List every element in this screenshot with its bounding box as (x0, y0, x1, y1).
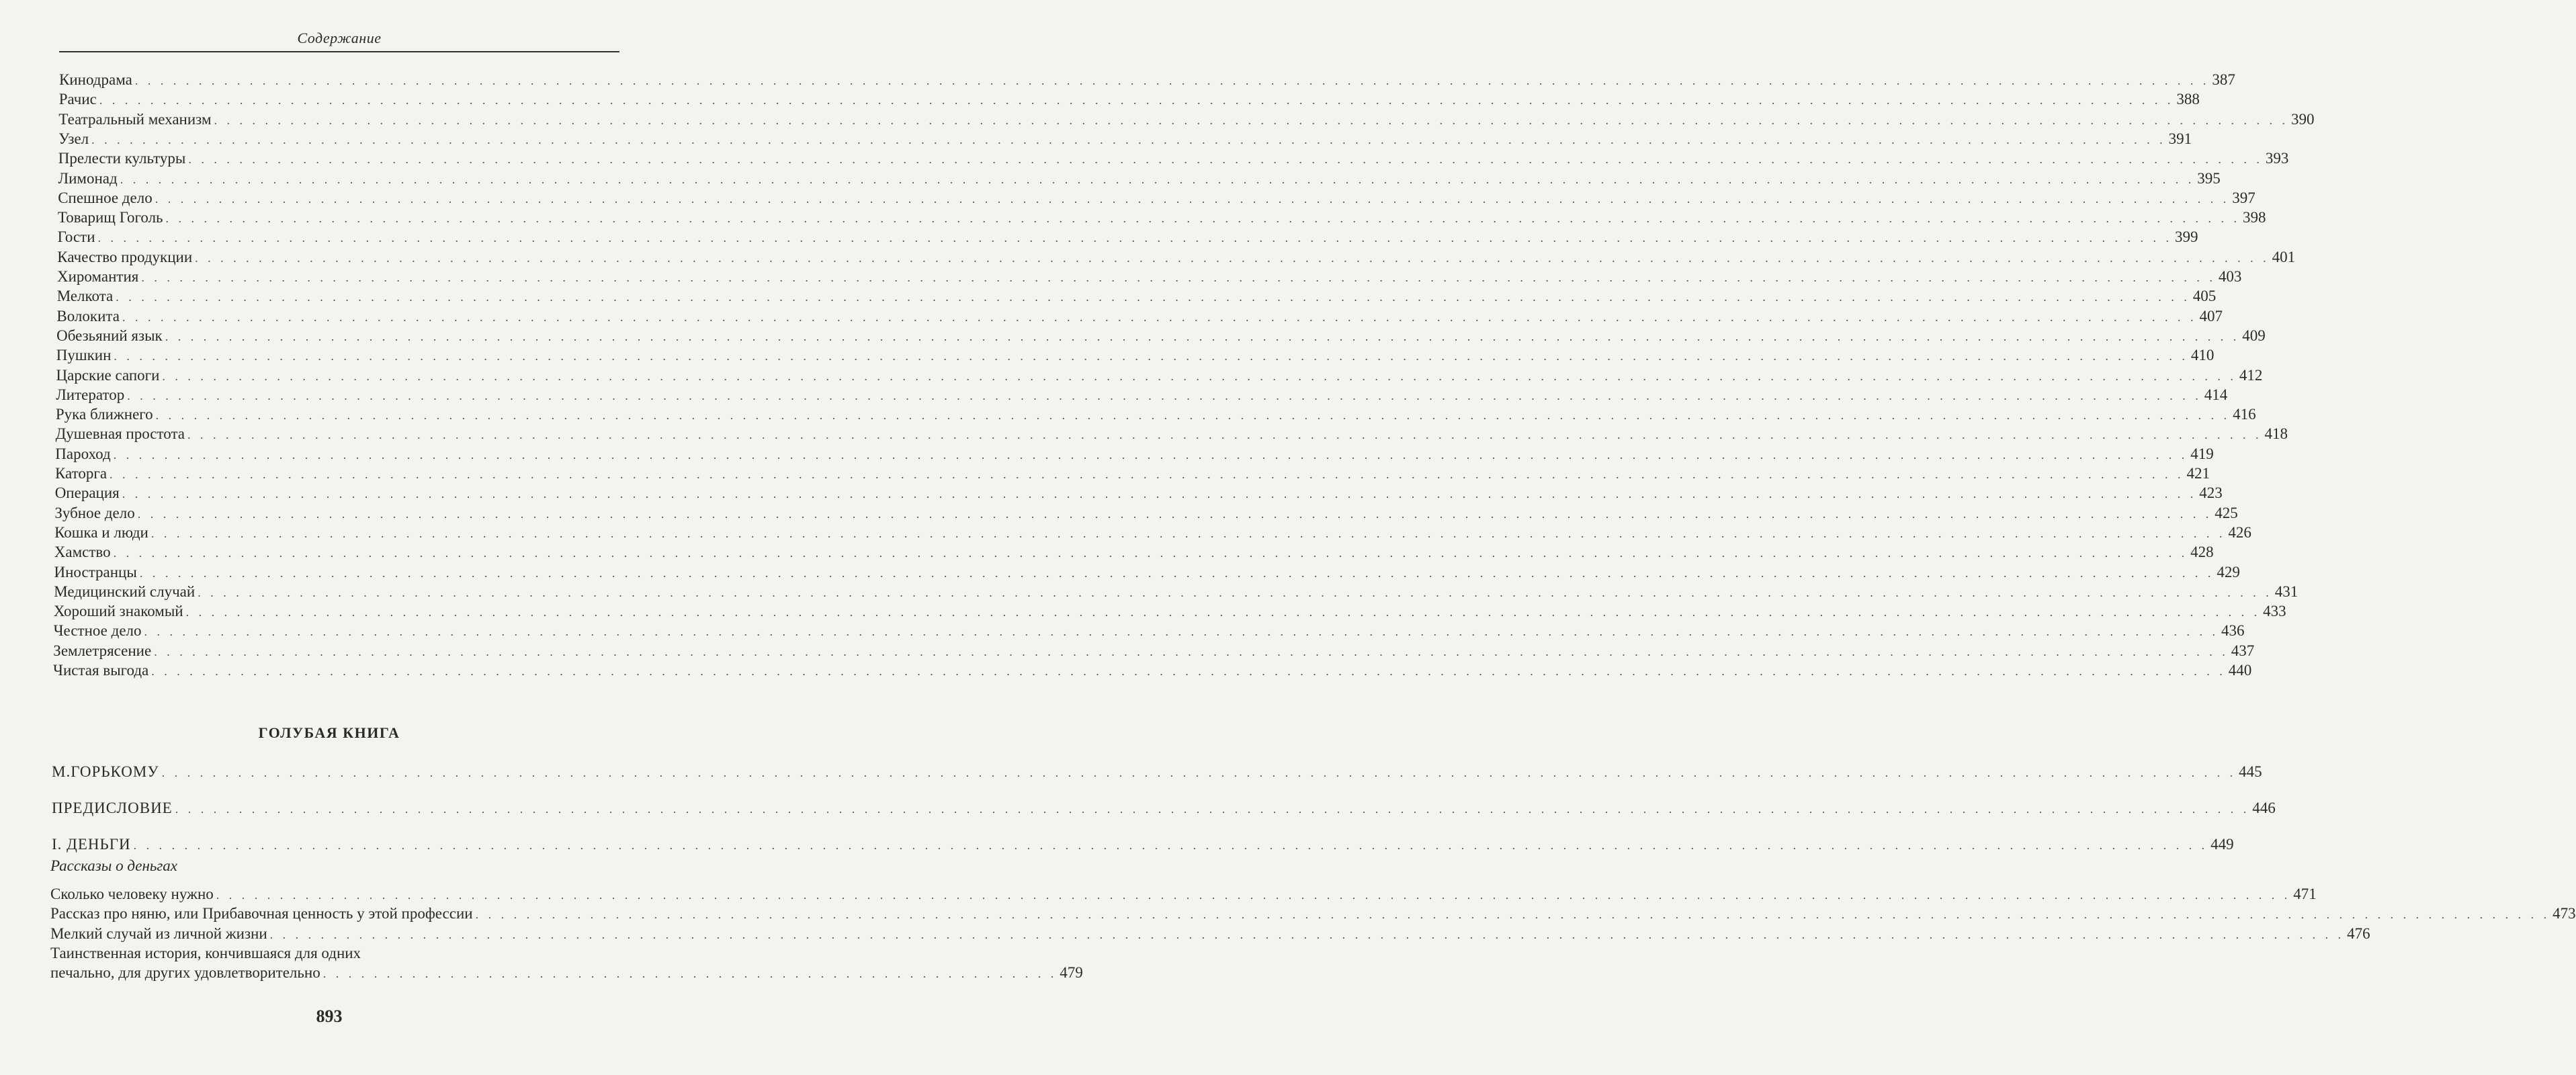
dot-leader (138, 505, 2213, 524)
dot-leader (155, 189, 2230, 209)
toc-entry-title: Зубное дело (54, 504, 135, 521)
toc-entry (50, 904, 2576, 924)
toc-entry-title: Сколько человеку нужно (50, 886, 214, 902)
toc-entry-page: 398 (2243, 209, 2266, 226)
toc-entry-title: Чистая выгода (53, 662, 149, 679)
toc-entry-page: 412 (2239, 366, 2263, 384)
toc-entry-title: Волокита (56, 307, 120, 325)
toc-entry-page: 397 (2232, 189, 2256, 206)
toc-entry-page: 410 (2190, 347, 2215, 364)
running-head: Содержание (297, 30, 382, 46)
dot-leader (122, 308, 2197, 327)
dot-leader (134, 836, 2208, 855)
dot-leader (144, 622, 2219, 642)
toc-entry-title: Рука ближнего (55, 406, 153, 423)
toc-entry-page: 428 (2190, 544, 2214, 561)
toc-entry-title: ПРЕДИСЛОВИЕ (52, 800, 173, 816)
toc-entry (54, 562, 2240, 583)
toc-entry (58, 169, 2221, 189)
section-title: ГОЛУБАЯ КНИГА (258, 724, 400, 741)
dot-leader (166, 209, 2241, 228)
dot-leader (110, 465, 2184, 484)
toc-entry-page: 423 (2199, 484, 2223, 502)
dot-leader (120, 170, 2195, 189)
dot-leader (151, 524, 2226, 544)
toc-entry-page: 388 (2176, 91, 2200, 108)
toc-entry-page: 476 (2347, 924, 2370, 942)
toc-entry-title: Мелкий случай из личной жизни (50, 924, 267, 942)
toc-entry-title: Спешное дело (58, 189, 153, 206)
toc-entry-title: Прелести культуры (58, 150, 186, 167)
toc-entry-page: 445 (2239, 763, 2262, 780)
toc-entry-title: Рачис (58, 91, 97, 108)
toc-entry-page: 479 (1060, 964, 1083, 981)
toc-entry-title: Царские сапоги (56, 366, 160, 384)
toc-entry-title: Пушкин (56, 347, 112, 364)
toc-entry (57, 208, 2266, 228)
toc-entry (56, 286, 2217, 307)
toc-entry-page: 437 (2231, 642, 2255, 659)
toc-entry-title: Медицинский случай (54, 583, 196, 600)
header-rule (59, 51, 619, 52)
toc-entry-title: Хамство (54, 544, 111, 561)
toc-entry-page: 421 (2186, 465, 2210, 482)
toc-entry (57, 247, 2296, 268)
toc-entry (58, 129, 2192, 150)
toc-entry-title: Обезьяний язык (56, 327, 163, 344)
toc-entry (54, 582, 2299, 603)
dot-leader (114, 347, 2188, 366)
toc-entry-title: Кошка и люди (54, 523, 148, 541)
dot-leader (91, 130, 2166, 150)
toc-entry (55, 444, 2214, 465)
toc-entry-page: 395 (2197, 169, 2221, 187)
toc-entry-title: Хиромантия (57, 268, 139, 285)
toc-entry-title: Каторга (55, 465, 108, 482)
toc-entry-page: 425 (2215, 504, 2238, 521)
toc-entry (58, 188, 2256, 209)
toc-entry-page: 399 (2175, 228, 2198, 246)
toc-entry-page: 387 (2212, 71, 2235, 88)
toc-entry-page: 414 (2204, 386, 2228, 403)
toc-entry-page: 393 (2265, 150, 2289, 167)
toc-entry-title-line2: печально, для других удовлетворительно (50, 964, 320, 981)
toc-entry (57, 227, 2198, 248)
toc-entry-page: 391 (2168, 130, 2192, 147)
dot-leader (165, 327, 2240, 347)
dot-leader (98, 228, 2173, 248)
toc-entry-page: 416 (2233, 406, 2256, 423)
dot-leader (154, 642, 2229, 662)
toc-entry-page: 471 (2293, 886, 2317, 902)
toc-entry (55, 424, 2288, 445)
toc-entry-title: Мелкота (56, 288, 114, 305)
toc-entry-page: 429 (2217, 563, 2240, 580)
dot-leader (270, 925, 2345, 945)
toc-entry (54, 523, 2251, 544)
toc-entry (56, 326, 2266, 347)
page-number: 893 (316, 1006, 343, 1026)
dot-leader (135, 71, 2210, 91)
dot-leader (188, 150, 2263, 169)
toc-entry-title: Качество продукции (57, 248, 193, 265)
dot-leader (162, 367, 2237, 386)
dot-leader (187, 425, 2262, 445)
toc-entry (50, 924, 2370, 945)
toc-entry (53, 601, 2286, 622)
toc-entry-title-line1: Таинственная история, кончившаяся для одних (50, 945, 361, 961)
toc-entry (58, 110, 2315, 130)
toc-entry (53, 641, 2255, 662)
toc-entry (56, 385, 2228, 406)
toc-entry-page: 426 (2228, 523, 2251, 541)
toc-entry-page: 405 (2192, 288, 2217, 305)
dot-leader (151, 662, 2226, 681)
toc-entry (58, 89, 2200, 110)
toc-entry (50, 884, 2317, 905)
toc-entry (55, 404, 2256, 425)
dot-leader (186, 603, 2261, 622)
toc-entry-page: 418 (2264, 425, 2288, 443)
toc-entry-title: Гости (57, 228, 95, 246)
toc-entry-page: 401 (2272, 248, 2296, 265)
toc-entry (53, 621, 2245, 642)
toc-entry (57, 267, 2242, 288)
toc-entry-page: 436 (2221, 622, 2245, 640)
dot-leader (122, 484, 2197, 504)
toc-entry-title: Хороший знакомый (53, 603, 183, 620)
toc-entry-title: Рассказ про няню, или Прибавочная ценность у этой профессии (50, 905, 473, 922)
toc-entry (54, 542, 2214, 563)
dot-leader: . . . . . . . . . . . . . . . . . . . . . . . . . . . . . . . . . . . . . . . . . . . . . . . . . . . . . . . . . . (323, 967, 1058, 980)
toc-entry-page: 419 (2190, 445, 2214, 462)
dot-leader (140, 564, 2215, 583)
toc-entry-title: Кинодрама (59, 71, 132, 88)
dot-leader (156, 406, 2231, 425)
dot-leader (162, 763, 2237, 783)
toc-entry (56, 345, 2215, 366)
toc-entry-title: Лимонад (58, 169, 118, 187)
toc-entry-page: 473 (2552, 905, 2576, 922)
toc-entry-page: 449 (2210, 836, 2234, 853)
toc-entry-page: 407 (2199, 307, 2223, 325)
toc-entry-page: 409 (2242, 327, 2266, 344)
toc-entry-page: 440 (2228, 662, 2252, 679)
toc-entry-page: 390 (2291, 110, 2315, 128)
toc-entry (59, 70, 2235, 91)
dot-leader (214, 111, 2289, 130)
toc-entry-title: I. ДЕНЬГИ (52, 836, 131, 853)
dot-leader (127, 386, 2202, 406)
toc-entry-title: Операция (54, 484, 120, 502)
toc-entry (53, 660, 2252, 681)
toc-entry-title: Театральный механизм (58, 110, 212, 128)
dot-leader (476, 905, 2550, 924)
toc-entry-page: 431 (2274, 583, 2299, 600)
toc-entry (58, 148, 2289, 169)
toc-entry-title: М.ГОРЬКОМУ (52, 763, 159, 780)
toc-entry-multiline (50, 943, 1083, 984)
dot-leader (114, 544, 2188, 563)
toc-entry-title: Душевная простота (55, 425, 185, 443)
toc-entry (54, 503, 2238, 524)
toc-entry (52, 798, 2276, 819)
toc-entry (56, 306, 2223, 327)
dot-leader (195, 249, 2270, 268)
toc-entry (56, 366, 2263, 386)
toc-entry-title: Узел (58, 130, 89, 147)
dot-leader (99, 91, 2174, 110)
toc-entry-page: 446 (2252, 800, 2276, 816)
toc-entry-title: Литератор (56, 386, 125, 403)
toc-entry-title: Пароход (55, 445, 111, 462)
subsection-title: Рассказы о деньгах (50, 857, 178, 874)
toc-entry (52, 762, 2262, 783)
toc-entry-title: Товарищ Гоголь (57, 209, 163, 226)
toc-entry (52, 834, 2234, 855)
dot-leader (114, 445, 2188, 465)
toc-entry-title: Землетрясение (53, 642, 152, 659)
dot-leader (175, 800, 2250, 819)
dot-leader (116, 288, 2190, 307)
dot-leader (198, 583, 2272, 603)
toc-entry-page: 433 (2263, 603, 2286, 620)
toc-entry-page: 403 (2218, 268, 2242, 285)
toc-entry (54, 483, 2223, 504)
dot-leader (141, 268, 2216, 288)
toc-entry-title: Честное дело (53, 622, 142, 640)
toc-entry (55, 464, 2210, 484)
toc-entry-title: Иностранцы (54, 563, 137, 580)
dot-leader (216, 886, 2291, 905)
